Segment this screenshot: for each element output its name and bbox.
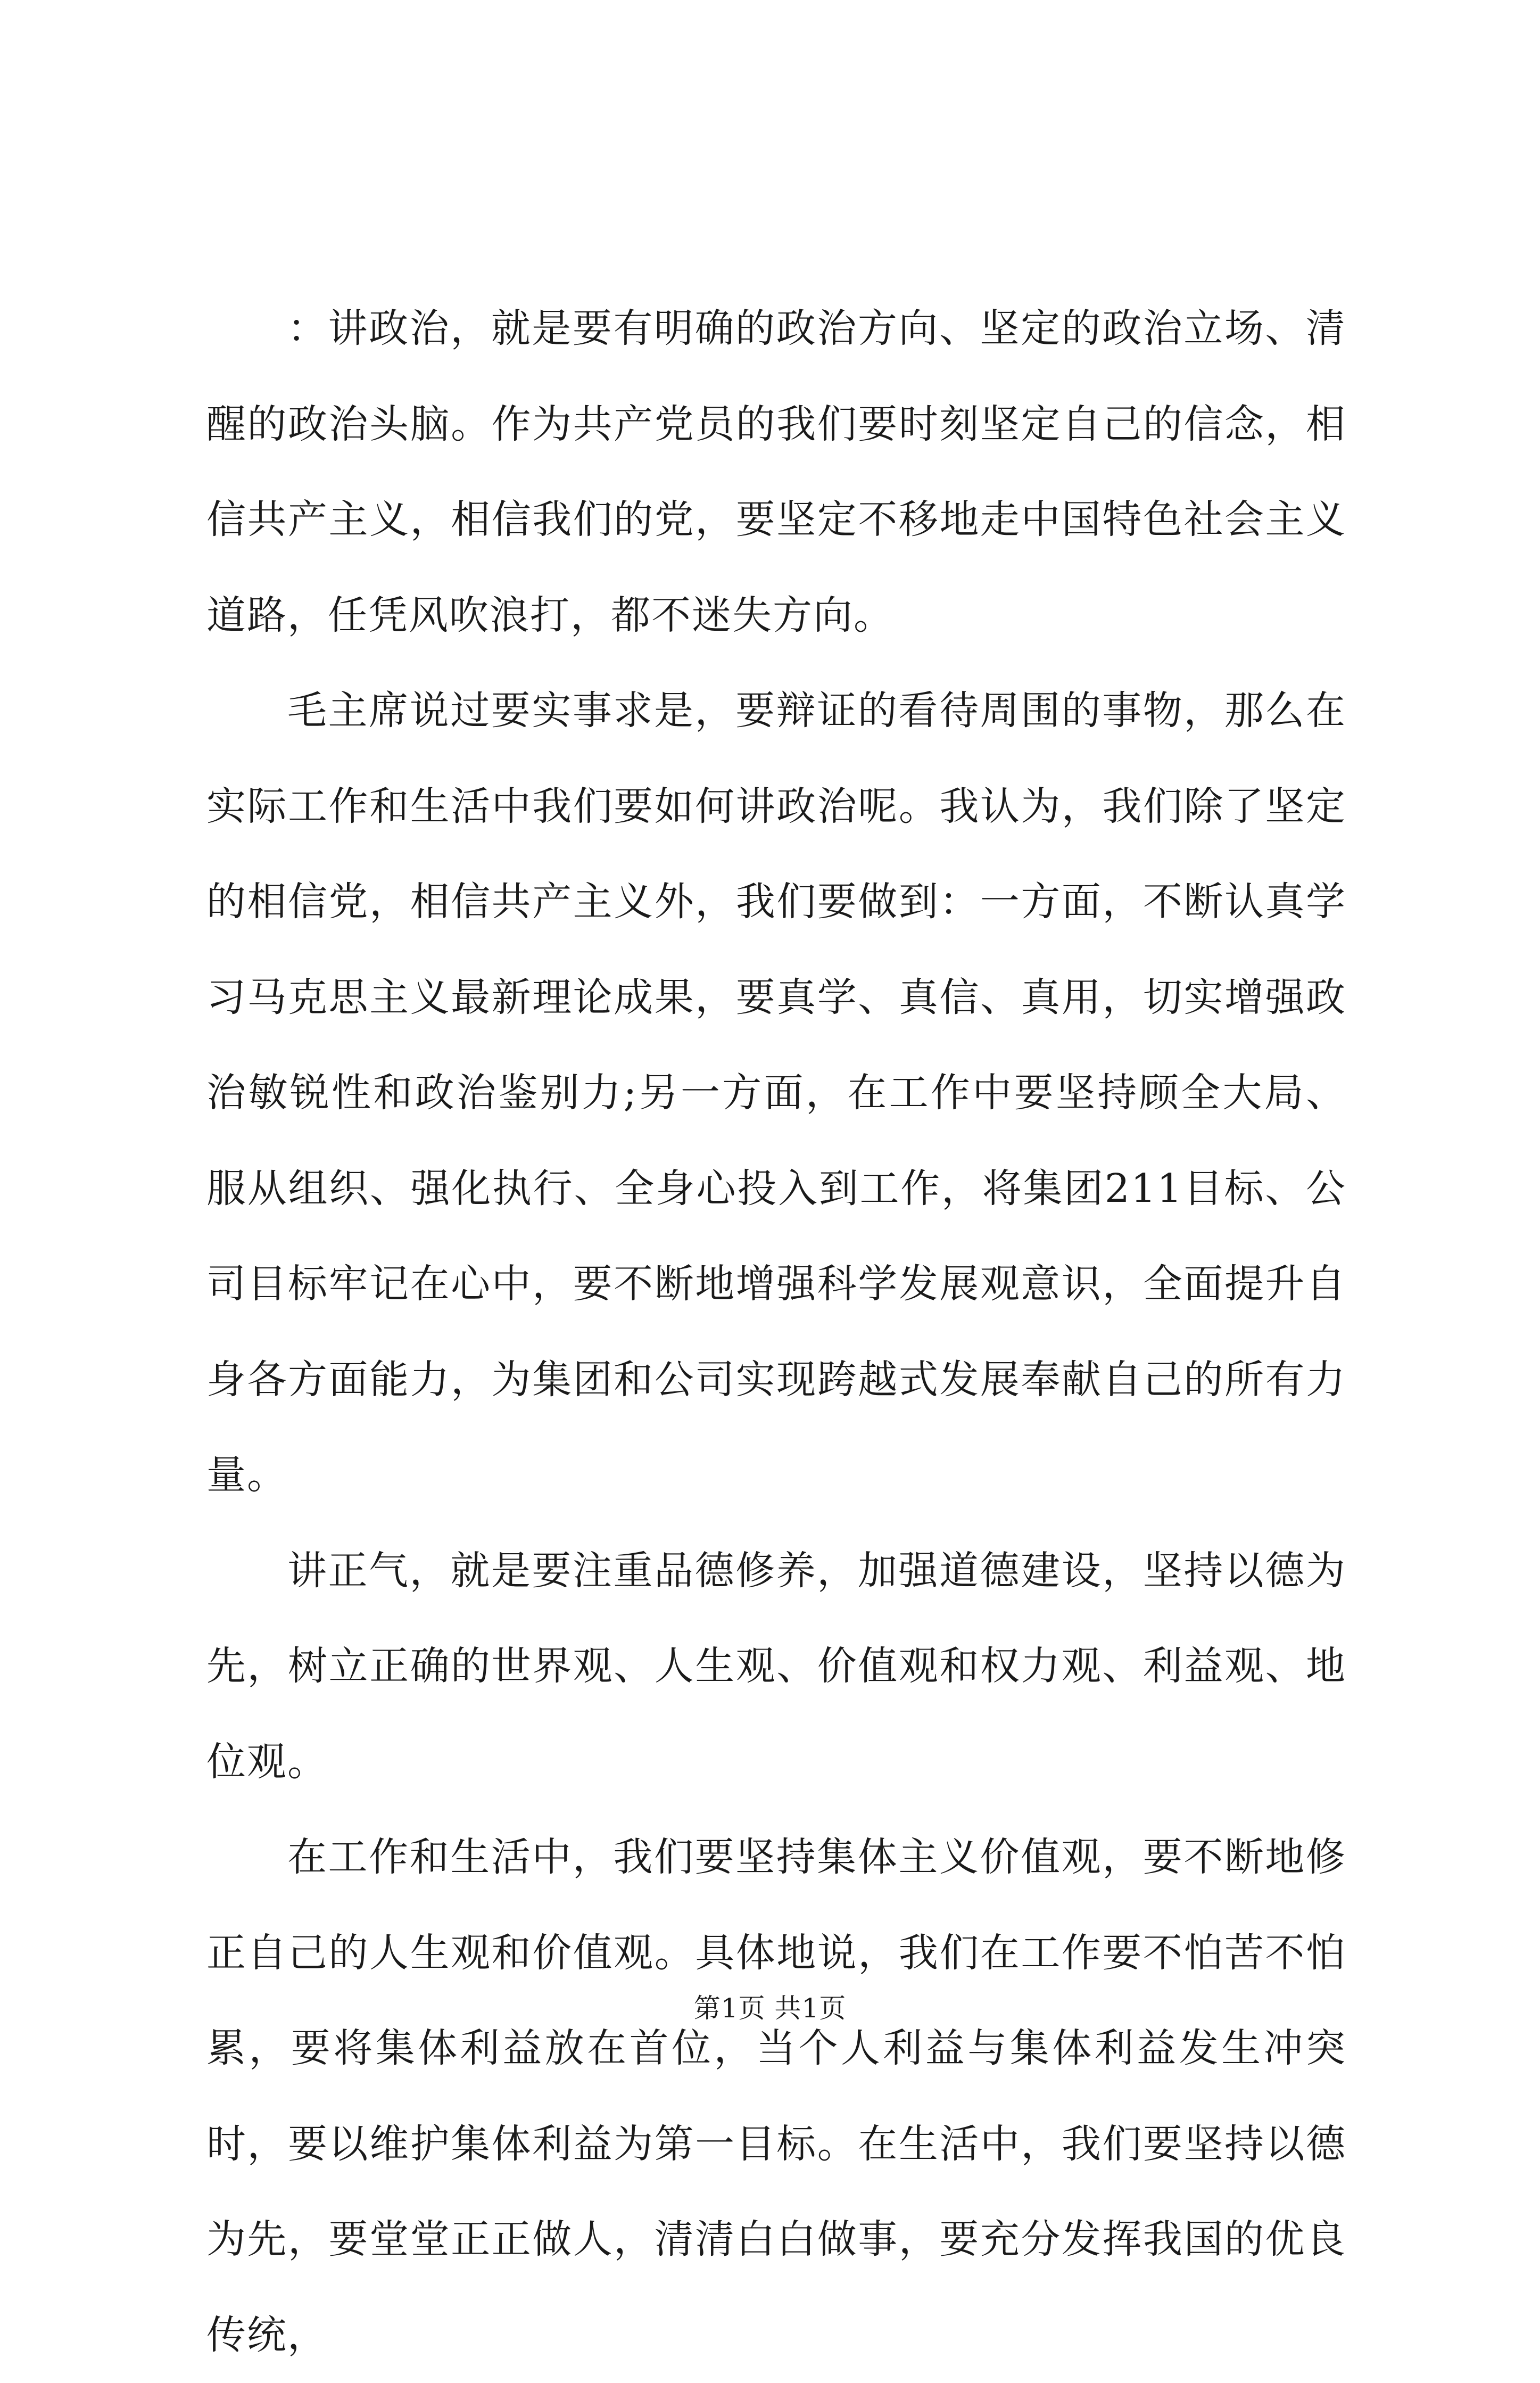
document-body <box>206 281 1346 2383</box>
page-number-footer: 第1页 共1页 <box>693 1993 847 2024</box>
paragraph-3: 讲正气，就是要注重品德修养，加强道德建设，坚持以德为先，树立正确的世界观、人生观、价值观和权力观、利益观、地位观。 <box>206 1547 1346 1785</box>
paragraph-2: 毛主席说过要实事求是，要辩证的看待周围的事物，那么在实际工作和生活中我们要如何讲政治呢。我认为，我们除了坚定的相信党，相信共产主义外，我们要做到：一方面，不断认真学习马克思主义最新理论成果，要真学、真信、真用，切实增强政治敏锐性和政治鉴别力;另一方面，在工作中要坚持顾全大局、服从组织、强化执行、全身心投入到工作，将集团211目标、公司目标牢记在心中，要不断地增强科学发展观意识，全面提升自身各方面能力，为集团和公司实现跨越式发展奉献自己的所有力量。 <box>206 688 1346 1498</box>
paragraph-4: 在工作和生活中，我们要坚持集体主义价值观，要不断地修正自己的人生观和价值观。具体地说，我们在工作要不怕苦不怕累，要将集体利益放在首位，当个人利益与集体利益发生冲突时，要以维护集体利益为第一目标。在生活中，我们要坚持以德为先，要堂堂正正做人，清清白白做事，要充分发挥我国的优良传统， <box>206 1834 1346 2358</box>
paragraph-1: ：讲政治，就是要有明确的政治方向、坚定的政治立场、清醒的政治头脑。作为共产党员的我们要时刻坚定自己的信念，相信共产主义，相信我们的党，要坚定不移地走中国特色社会主义道路，任凭风吹浪打，都不迷失方向。 <box>206 306 1346 638</box>
